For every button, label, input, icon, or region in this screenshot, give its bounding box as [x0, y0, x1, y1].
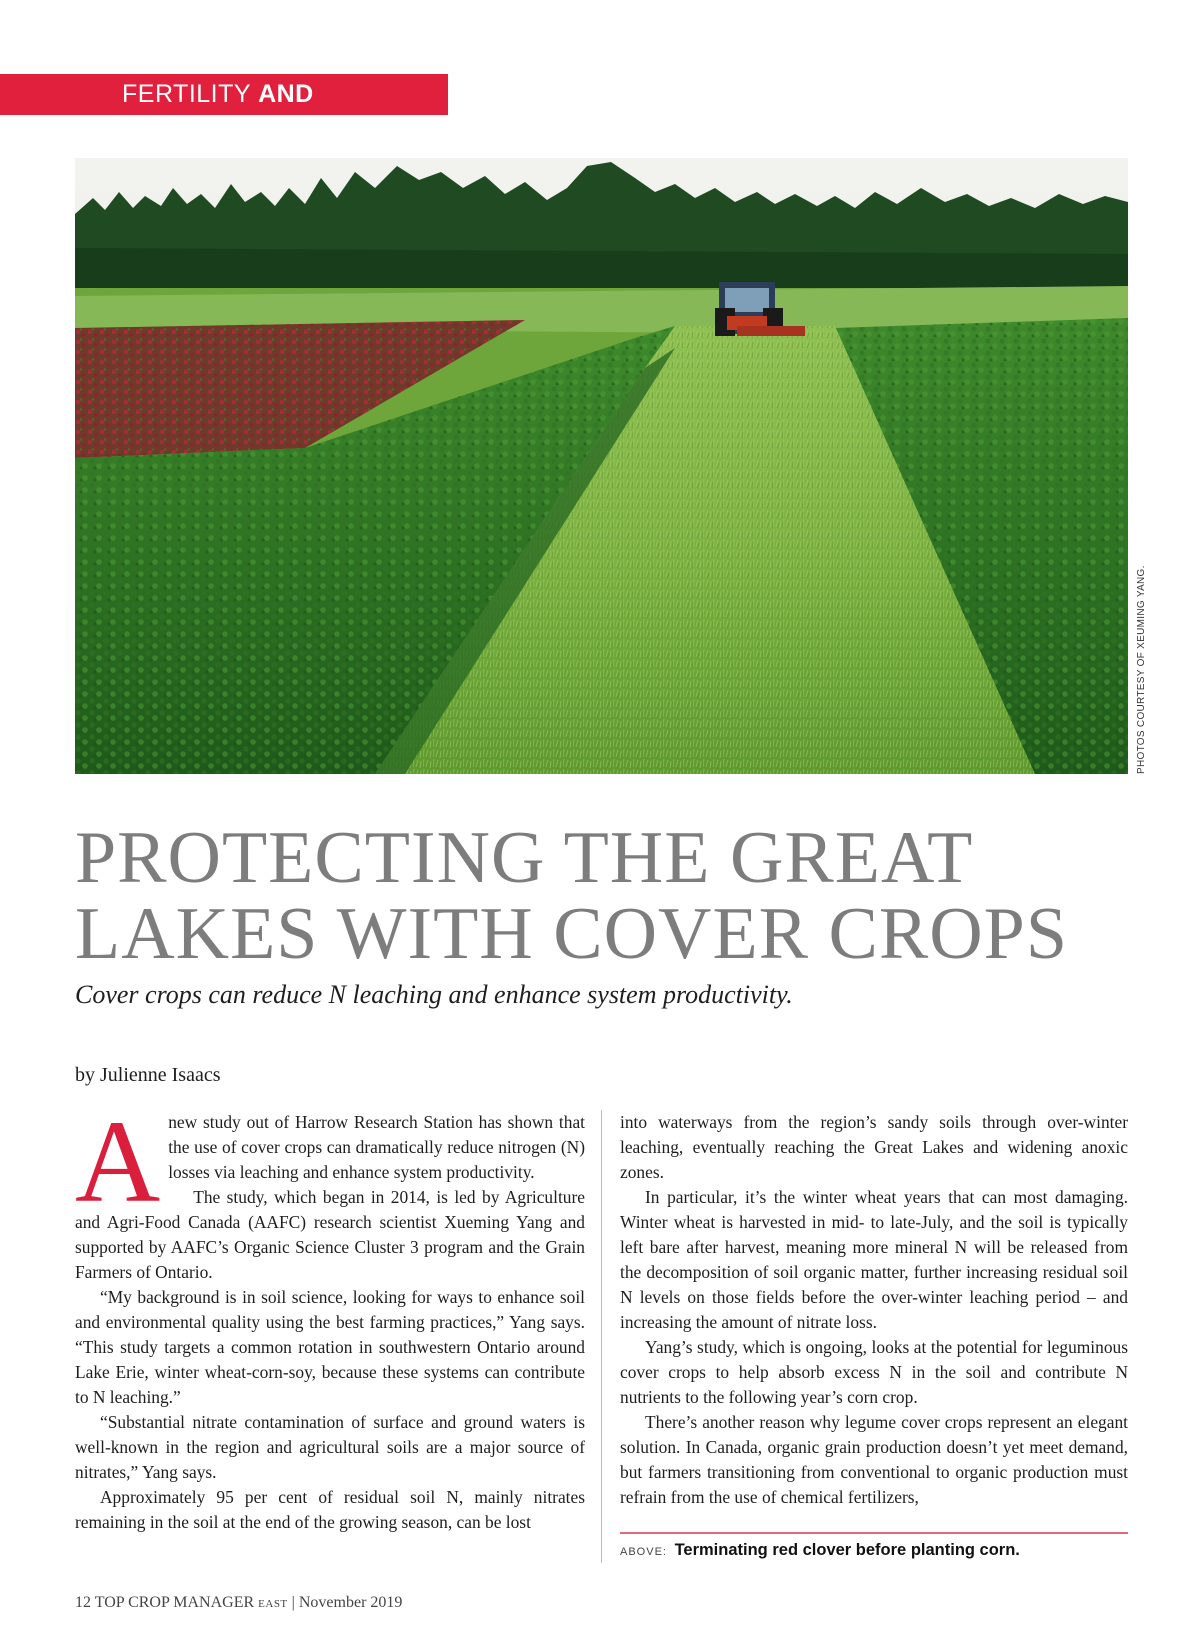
field-photo-illustration	[75, 158, 1128, 774]
caption-text: Terminating red clover before planting corn.	[674, 1541, 1020, 1559]
lead-photo	[75, 158, 1128, 774]
section-label-bold: AND NUTRIENTS	[122, 80, 314, 149]
section-label-light: FERTILITY	[122, 80, 251, 108]
paragraph: into waterways from the region’s sandy soils through over-winter leaching, eventually reaching the Great Lakes and widening anoxic zones.	[620, 1112, 1128, 1182]
article-column-right	[620, 1110, 1128, 1510]
byline: by Julienne Isaacs	[75, 1064, 221, 1086]
page-footer	[75, 1594, 402, 1612]
article-deck: Cover crops can reduce N leaching and enhance system productivity.	[75, 980, 793, 1009]
article-headline	[75, 817, 1135, 975]
paragraph: Yang’s study, which is ongoing, looks at the potential for leguminous cover crops to help absorb excess N in the soil and contribute N nutrients to the following year’s corn crop.	[620, 1337, 1128, 1407]
paragraph: In particular, it’s the winter wheat years that can most damaging. Winter wheat is harvested in mid- to late-July, and the soil is typically left bare after harvest, meaning more mineral N will be released from the decomposition of soil organic matter, further increasing residual soil N levels on those fields before the over-winter leaching period – and increasing the amount of nitrate loss.	[620, 1187, 1128, 1332]
issue-date: November 2019	[298, 1594, 403, 1611]
caption-rule	[620, 1532, 1128, 1534]
paragraph: “Substantial nitrate contamination of surface and ground waters is well-known in the region and agricultural soils are a major source of nitrates,” Yang says.	[75, 1412, 585, 1482]
headline-line-2: LAKES WITH COVER CROPS	[75, 893, 1068, 975]
photo-credit: PHOTOS COURTESY OF XEUMING YANG.	[1136, 565, 1147, 774]
paragraph	[75, 1096, 585, 1227]
headline-line-1: PROTECTING THE GREAT	[75, 817, 974, 899]
drop-cap: A	[75, 1096, 161, 1227]
article-column-left	[75, 1096, 585, 1535]
page-number: 12	[75, 1594, 91, 1611]
paragraph: Approximately 95 per cent of residual soil N, mainly nitrates remaining in the soil at the end of the growing season, can be lost	[75, 1487, 585, 1532]
magazine-edition: EAST	[258, 1598, 288, 1610]
footer-separator: |	[291, 1594, 295, 1611]
paragraph-text: new study out of Harrow Research Station has shown that the use of cover crops can dramatically reduce nitrogen (N) losses via leaching and enhance system productivity.	[168, 1112, 585, 1182]
magazine-name: TOP CROP MANAGER	[94, 1594, 255, 1611]
section-banner	[0, 74, 448, 149]
paragraph: “My background is in soil science, looking for ways to enhance soil and environmental quality using the best farming practices,” Yang says. “This study targets a common rotation in southwestern Ontario around Lake Erie, winter wheat-corn-soy, because these systems can contribute to N leaching.”	[75, 1287, 585, 1407]
paragraph: There’s another reason why legume cover crops represent an elegant solution. In Canada, organic grain production doesn’t yet meet demand, but farmers transitioning from conventional to organic production must refrain from the use of chemical fertilizers,	[620, 1412, 1128, 1507]
column-divider	[601, 1110, 602, 1563]
caption-lead: ABOVE:	[620, 1546, 667, 1558]
paragraph: The study, which began in 2014, is led by Agriculture and Agri-Food Canada (AAFC) research scientist Xueming Yang and supported by AAFC’s Organic Science Cluster 3 program and the Grain Farmers of Ontario.	[75, 1187, 585, 1282]
photo-caption	[620, 1541, 1140, 1560]
